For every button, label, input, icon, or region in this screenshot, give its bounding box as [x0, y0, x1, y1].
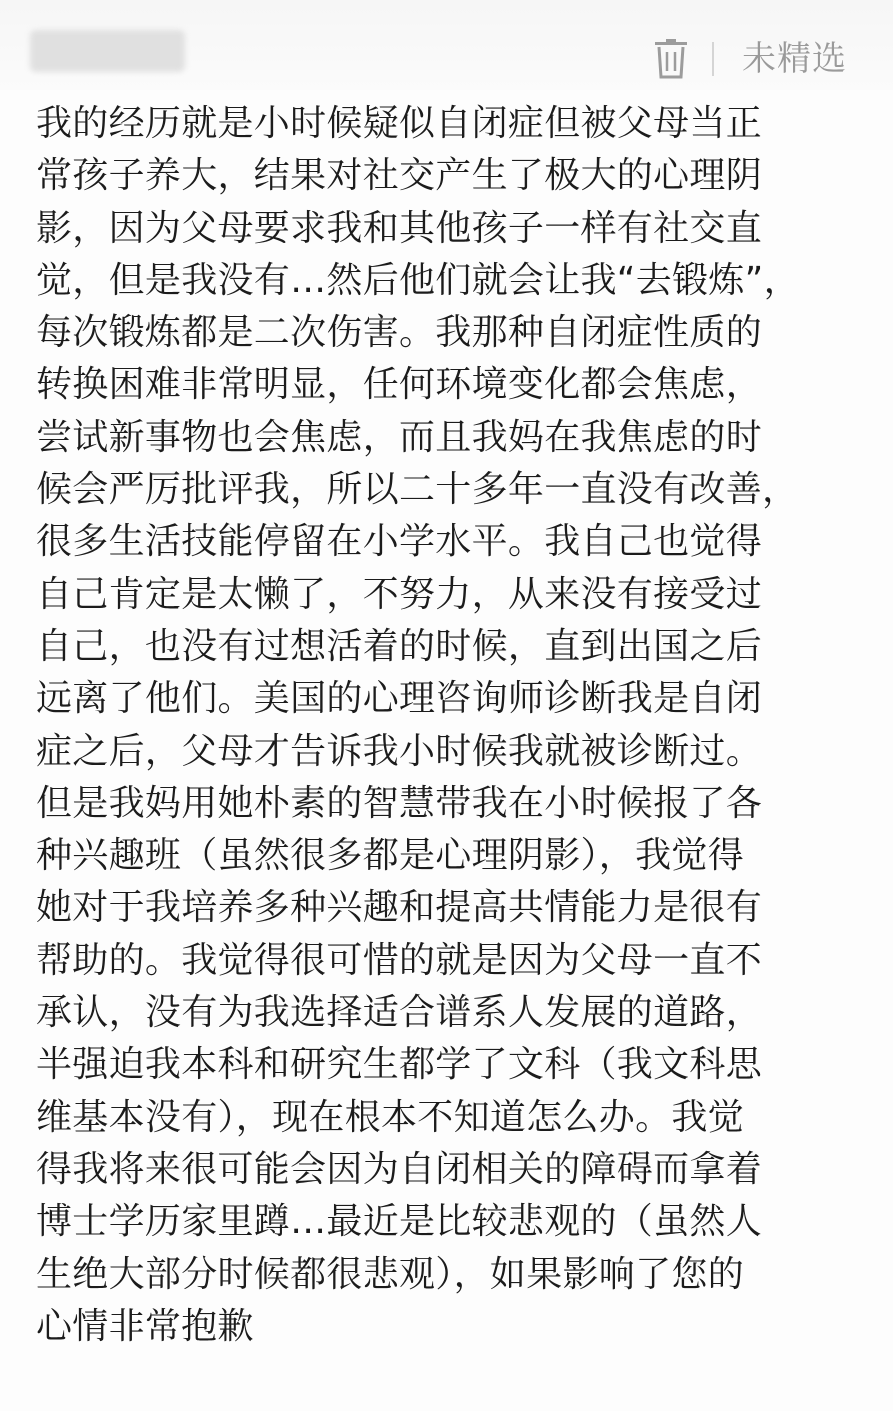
comment-line: 帮助的。我觉得很可惜的就是因为父母一直不 [36, 939, 763, 981]
blurred-username [30, 30, 185, 72]
comment-line: 候会严厉批评我，所以二十多年一直没有改善， [36, 469, 799, 511]
comment-line: 博士学历家里蹲…最近是比较悲观的（虽然人 [36, 1201, 763, 1243]
comment-line: 半强迫我本科和研究生都学了文科（我文科思 [36, 1044, 763, 1086]
status-label[interactable]: 未精选 [742, 39, 847, 79]
trash-icon[interactable] [652, 38, 690, 80]
comment-line: 她对于我培养多种兴趣和提高共情能力是很有 [36, 887, 763, 929]
comment-line: 影，因为父母要求我和其他孩子一样有社交直 [36, 207, 763, 249]
comment-line: 得我将来很可能会因为自闭相关的障碍而拿着 [36, 1148, 763, 1190]
comment-header [0, 0, 893, 90]
comment-line: 维基本没有），现在根本不知道怎么办。我觉 [36, 1096, 745, 1138]
comment-line: 自己，也没有过想活着的时候，直到出国之后 [36, 625, 763, 667]
comment-line: 承认，没有为我选择适合谱系人发展的道路， [36, 992, 763, 1034]
comment-line: 心情非常抱歉 [36, 1305, 254, 1347]
comment-line: 每次锻炼都是二次伤害。我那种自闭症性质的 [36, 312, 763, 354]
comment-line: 转换困难非常明显，任何环境变化都会焦虑， [36, 364, 763, 406]
comment-line: 很多生活技能停留在小学水平。我自己也觉得 [36, 521, 763, 563]
comment-line: 症之后，父母才告诉我小时候我就被诊断过。 [36, 730, 763, 772]
comment-line: 我的经历就是小时候疑似自闭症但被父母当正 [36, 103, 763, 144]
comment-line: 种兴趣班（虽然很多都是心理阴影），我觉得 [36, 835, 745, 877]
header-divider [712, 42, 714, 76]
comment-line: 生绝大部分时候都很悲观），如果影响了您的 [36, 1253, 745, 1295]
comment-line: 自己肯定是太懒了，不努力，从来没有接受过 [36, 573, 763, 615]
comment-line: 常孩子养大，结果对社交产生了极大的心理阴 [36, 155, 763, 197]
comment-line: 远离了他们。美国的心理咨询师诊断我是自闭 [36, 678, 763, 720]
comment-body [36, 98, 864, 1353]
comment-line: 但是我妈用她朴素的智慧带我在小时候报了各 [36, 782, 763, 824]
comment-line: 尝试新事物也会焦虑，而且我妈在我焦虑的时 [36, 416, 763, 458]
comment-line: 觉，但是我没有…然后他们就会让我“去锻炼”， [36, 259, 800, 301]
